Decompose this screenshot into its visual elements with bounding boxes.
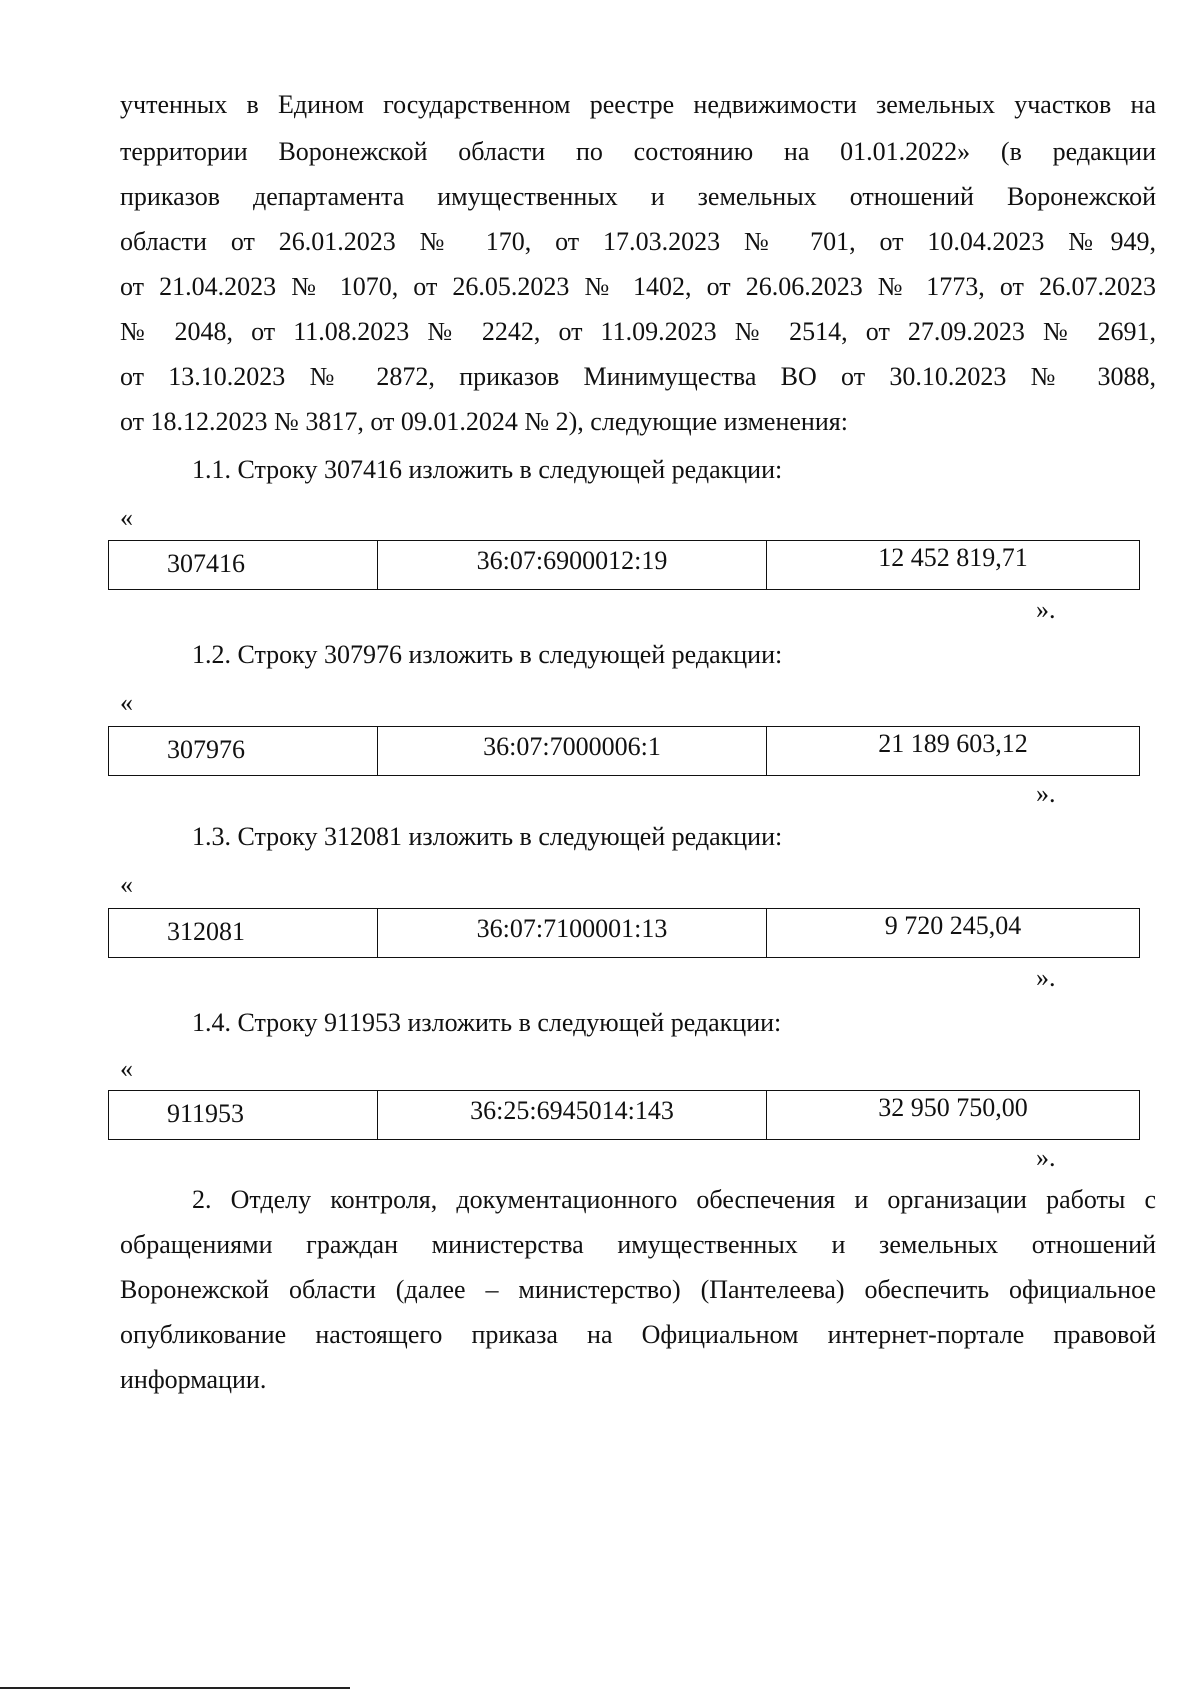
table-row (109, 1091, 1140, 1140)
table-row (109, 541, 1140, 590)
row-number-cell: 307416 (109, 541, 378, 590)
quote-close: ». (1036, 595, 1056, 624)
quote-close: ». (1036, 1143, 1056, 1172)
row-number-cell: 312081 (109, 909, 378, 958)
intro-line: приказов департамента имущественных и земельных отношений Воронежской (120, 182, 1156, 211)
intro-line: от 13.10.2023 № 2872, приказов Минимущества ВО от 30.10.2023 № 3088, (120, 362, 1156, 391)
intro-line: области от 26.01.2023 № 170, от 17.03.2023 № 701, от 10.04.2023 №949, (120, 227, 1156, 256)
item-heading: 1.2. Строку 307976 изложить в следующей редакции: (192, 640, 783, 669)
table-row (109, 727, 1140, 776)
intro-line: территории Воронежской области по состоянию на 01.01.2022» (в редакции (120, 137, 1156, 166)
item-heading: 1.4. Строку 911953 изложить в следующей редакции: (192, 1008, 782, 1037)
closing-line: обращениями граждан министерства имущественных и земельных отношений (120, 1230, 1156, 1259)
quote-open: « (120, 688, 133, 717)
quote-open: « (120, 870, 133, 899)
quote-close: ». (1036, 779, 1056, 808)
row-number-cell: 911953 (109, 1091, 378, 1140)
intro-line: учтенных в Едином государственном реестре недвижимости земельных участков на (120, 90, 1156, 119)
quote-open: « (120, 503, 133, 532)
cadastral-number-cell: 36:25:6945014:143 (378, 1091, 767, 1140)
intro-line: № 2048, от 11.08.2023 № 2242, от 11.09.2023 № 2514, от 27.09.2023 № 2691, (120, 317, 1156, 346)
replacement-row-table (108, 540, 1140, 590)
cadastral-value-cell: 12 452 819,71 (767, 541, 1140, 590)
quote-close: ». (1036, 963, 1056, 992)
row-number-cell: 307976 (109, 727, 378, 776)
footer-rule (0, 1687, 350, 1689)
closing-line: опубликование настоящего приказа на Официальном интернет-портале правовой (120, 1320, 1156, 1349)
intro-line: от 21.04.2023 № 1070, от 26.05.2023 № 1402, от 26.06.2023 № 1773, от 26.07.2023 (120, 272, 1156, 301)
cadastral-number-cell: 36:07:6900012:19 (378, 541, 767, 590)
item-heading: 1.3. Строку 312081 изложить в следующей редакции: (192, 822, 783, 851)
cadastral-value-cell: 32 950 750,00 (767, 1091, 1140, 1140)
closing-line-last: информации. (120, 1365, 267, 1394)
closing-line: Воронежской области (далее – министерство) (Пантелеева) обеспечить официальное (120, 1275, 1156, 1304)
cadastral-value-cell: 9 720 245,04 (767, 909, 1140, 958)
replacement-row-table (108, 726, 1140, 776)
replacement-row-table (108, 908, 1140, 958)
intro-line-last: от 18.12.2023 № 3817, от 09.01.2024 № 2), следующие изменения: (120, 407, 848, 436)
cadastral-number-cell: 36:07:7100001:13 (378, 909, 767, 958)
cadastral-number-cell: 36:07:7000006:1 (378, 727, 767, 776)
quote-open: « (120, 1054, 133, 1083)
table-row (109, 909, 1140, 958)
cadastral-value-cell: 21 189 603,12 (767, 727, 1140, 776)
closing-line: 2. Отделу контроля, документационного обеспечения и организации работы с (192, 1185, 1156, 1214)
item-heading: 1.1. Строку 307416 изложить в следующей редакции: (192, 455, 783, 484)
replacement-row-table (108, 1090, 1140, 1140)
